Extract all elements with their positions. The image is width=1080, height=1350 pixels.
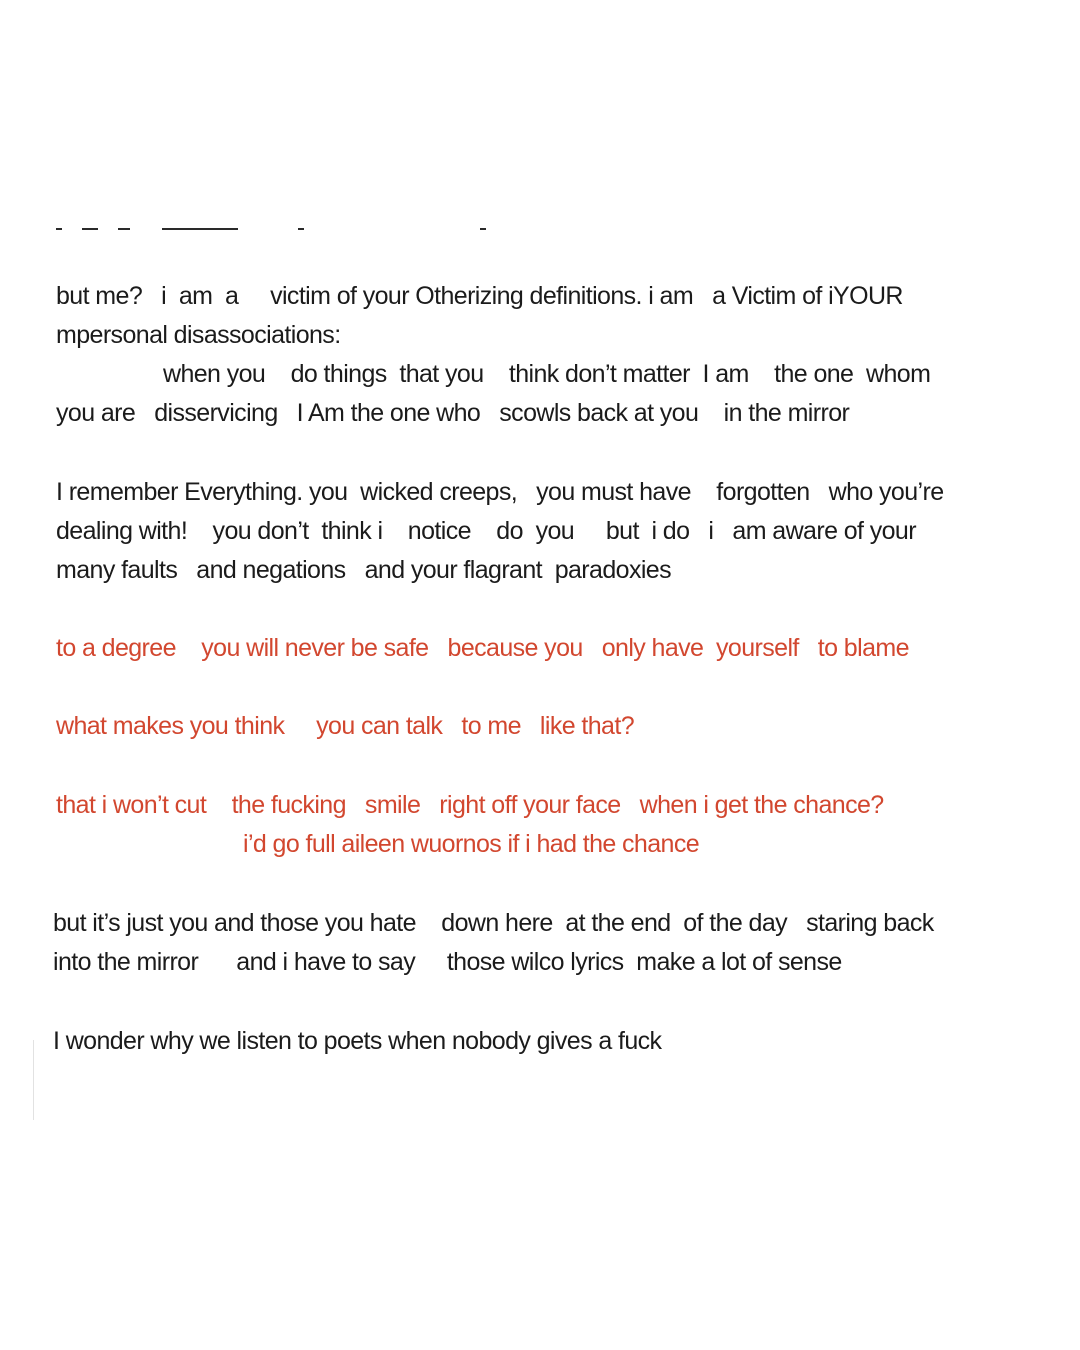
- poem-line-red: what makes you think you can talk to me like that?: [56, 712, 634, 740]
- poem-line: mpersonal disassociations:: [56, 321, 341, 349]
- cropped-line-fragment: [480, 228, 486, 230]
- poem-line-red: i’d go full aileen wuornos if i had the chance: [243, 830, 700, 858]
- poem-line-red: to a degree you will never be safe because you only have yourself to blame: [56, 634, 909, 662]
- cropped-line-fragment: [298, 228, 304, 230]
- poem-line: dealing with! you don’t think i notice do you but i do i am aware of your: [56, 517, 916, 545]
- poem-line: I wonder why we listen to poets when nobody gives a fuck: [53, 1027, 662, 1055]
- poem-line: but it’s just you and those you hate down here at the end of the day staring back: [53, 909, 934, 937]
- poem-line: but me? i am a victim of your Otherizing definitions. i am a Victim of iYOUR: [56, 282, 903, 310]
- poem-line: many faults and negations and your flagrant paradoxies: [56, 556, 672, 584]
- poem-line-red: that i won’t cut the fucking smile right off your face when i get the chance?: [56, 791, 884, 819]
- cropped-line-fragment: [162, 228, 238, 230]
- cropped-line-fragment: [56, 228, 62, 230]
- cropped-line-fragment: [118, 228, 130, 230]
- poem-line: into the mirror and i have to say those wilco lyrics make a lot of sense: [53, 948, 842, 976]
- scan-edge-mark: [33, 1040, 34, 1120]
- poem-line: when you do things that you think don’t matter I am the one whom: [163, 360, 931, 388]
- cropped-line-fragment: [82, 228, 98, 230]
- poem-line: I remember Everything. you wicked creeps, you must have forgotten who you’re: [56, 478, 944, 506]
- poem-line: you are disservicing I Am the one who scowls back at you in the mirror: [56, 399, 850, 427]
